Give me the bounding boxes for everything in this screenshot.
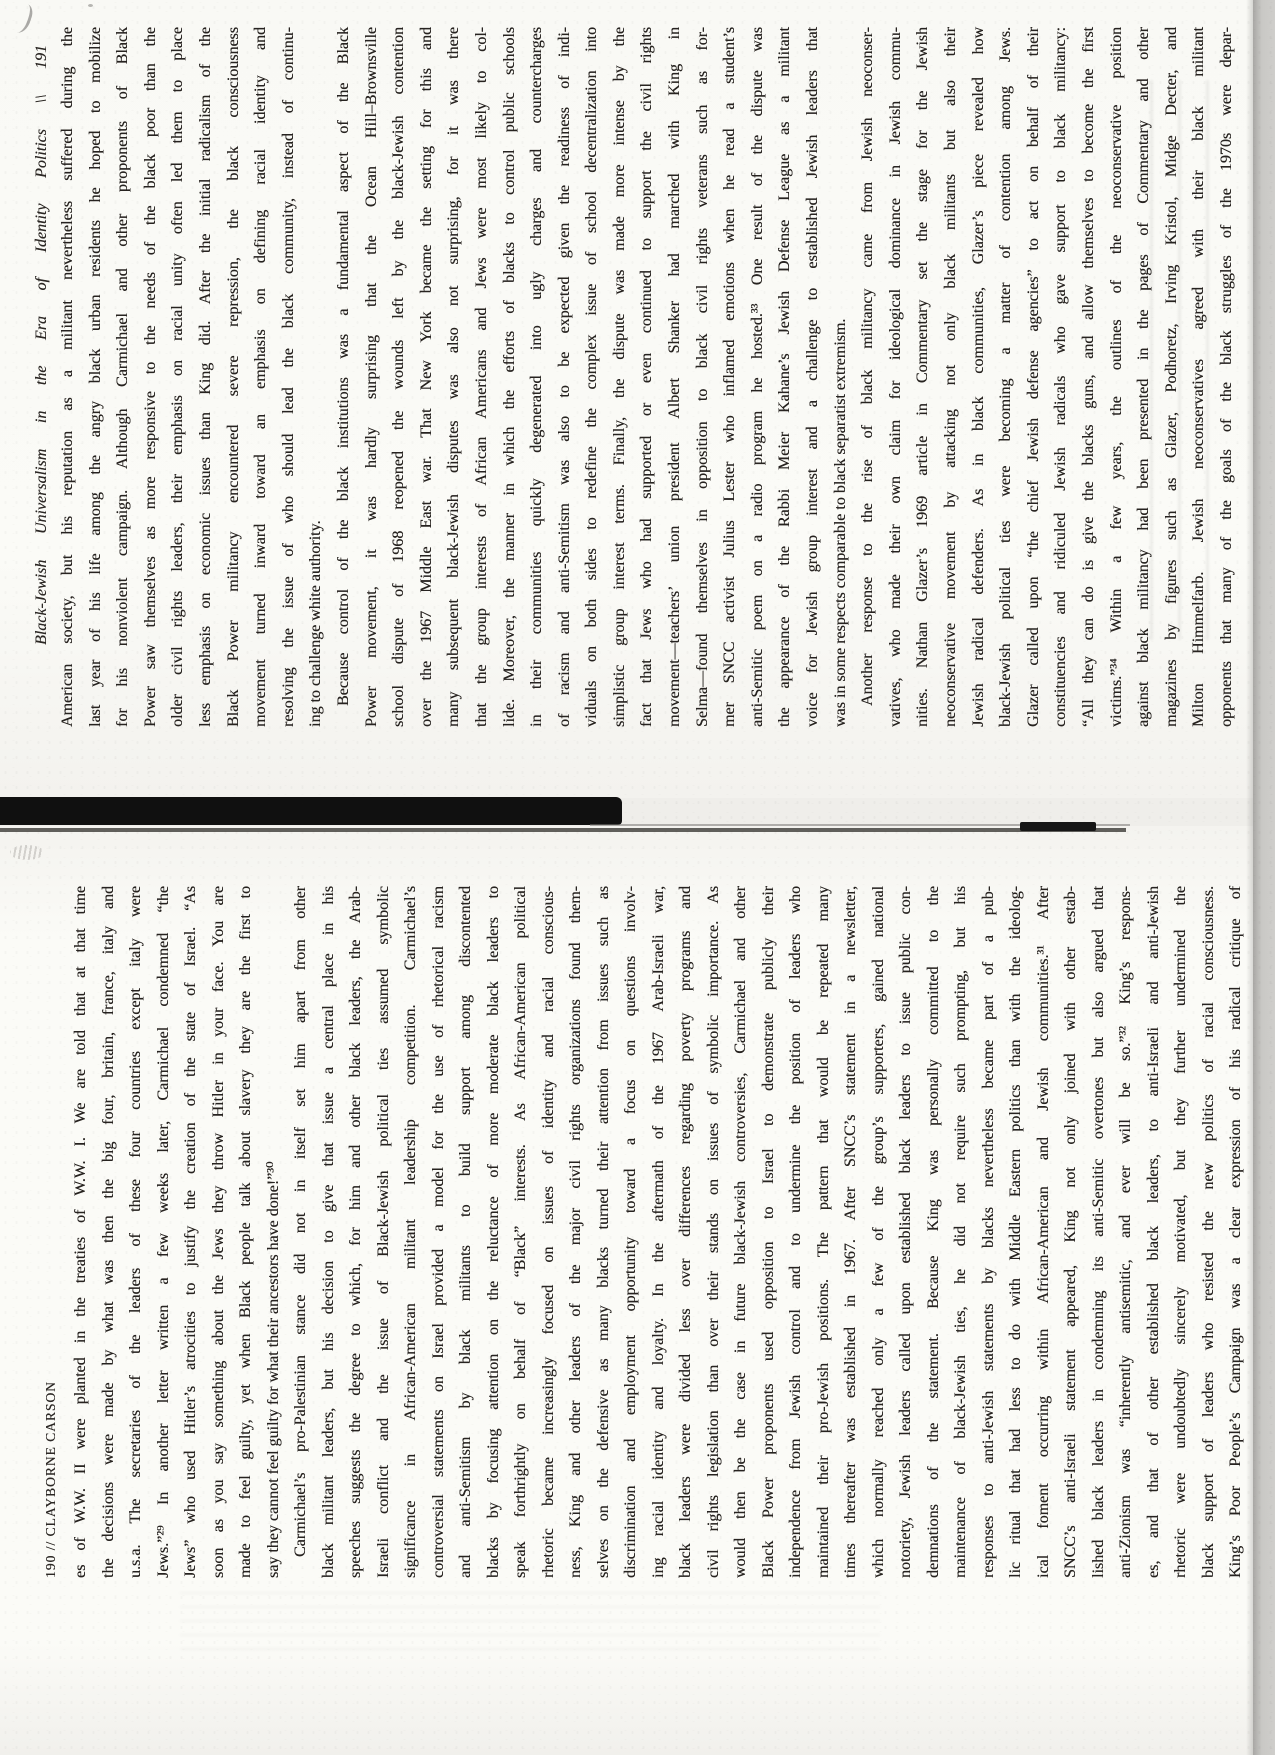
margin-smudge	[10, 845, 44, 860]
page190-body-line-15: and anti-Semitism by black militants to build support among discontented	[457, 886, 474, 1578]
page191-body-line-19: of racism and anti-Semitism was also to be expected given the readiness of indi-	[555, 27, 573, 727]
page190-body-line-18: rhetoric became increasingly focused on issues of identity and racial conscious-	[539, 886, 557, 1578]
page190-body-line-34: responses to anti-Jewish statements by blacks nevertheless became part of a pub-	[979, 886, 997, 1578]
page190-body-line-29: times thereafter was established in 1967. After SNCC’s statement in a newsletter,	[842, 886, 859, 1578]
page191-body-line-12: Power movement, it was hardly surprising that the Ocean Hill–Brownsville	[362, 27, 380, 727]
page191-body-line-7: Black Power militancy encountered severe repression, the black consciousness	[224, 27, 242, 727]
page191-body-line-40: against black militancy had been presented in the pages of Commentary and other	[1135, 27, 1153, 727]
page191-body-line-33: neoconservative movement by attacking not only black militants but also their	[942, 27, 959, 727]
page-190-running-header	[39, 1328, 63, 1578]
page191-body-line-30: Another response to the rise of black militancy came from Jewish neoconser-	[859, 27, 877, 706]
page191-body-line-28: voice for Jewish group interest and a challenge to established Jewish leaders that	[804, 27, 822, 727]
page190-body-line-33: maintenance of black-Jewish ties, he did not require such prompting, but his	[952, 886, 969, 1578]
page191-body-line-16: that the group interests of African Americans and Jews were most likely to col-	[472, 27, 490, 727]
page191-body-line-6: less emphasis on economic issues than King did. After the initial radicalism of the	[196, 27, 214, 727]
page190-body-line-16: blacks by focusing attention on the reluctance of more moderate black leaders to	[484, 886, 502, 1578]
page191-body-line-43: opponents that many of the goals of the black struggles of the 1970s were depar-	[1217, 27, 1235, 727]
page191-body-line-23: movement—teachers’ union president Albert Shanker had marched with King in	[666, 27, 684, 727]
page190-body-line-10: black militant leaders, but his decision to give that issue a central place in his	[319, 886, 337, 1578]
page190-body-line-25: would then be the case in future black-Jewish controversies, Carmichael and other	[732, 886, 749, 1578]
page191-body-line-39: victims.”³⁴ Within a few years, the outlines of the neoconservative position	[1107, 27, 1125, 727]
page190-body-line-24: civil rights legislation than over their stands on issues of symbolic importance. As	[704, 886, 722, 1578]
page190-body-line-12: Israeli conflict and the issue of Black-Jewish political ties assumed symbolic	[374, 886, 392, 1578]
page191-body-line-13: school dispute of 1968 reopened the wounds left by the black-Jewish contention	[390, 27, 408, 727]
page191-body-line-1: American society, but his reputation as a militant nevertheless suffered during the	[59, 27, 76, 727]
scan-gutter-bar	[0, 797, 622, 825]
page190-body-line-1: es of W.W. II were planted in the treaties of W.W. I. We are told that at that time	[72, 886, 89, 1578]
page191-body-line-31: vatives, who made their own claim for ideological dominance in Jewish commu-	[886, 27, 904, 727]
page190-body-line-42: black support of leaders who resisted the new politics of racial consciousness.	[1199, 886, 1217, 1578]
page190-body-line-22: ing racial identity and loyalty. In the aftermath of the 1967 Arab-Israeli war,	[649, 886, 667, 1578]
page191-body-line-22: fact that Jews who had supported or even continued to support the civil rights	[638, 27, 656, 727]
page191-body-line-26: anti-Semitic poem on a radio program he hosted.³³ One result of the dispute was	[748, 27, 766, 727]
page190-body-line-30: which normally reached only a few of the group’s supporters, gained national	[869, 886, 887, 1578]
page190-body-line-8: say they cannot feel guilty for what their ancestors have done!”³⁰	[264, 1161, 282, 1578]
page191-body-line-11: Because control of the black institutions was a fundamental aspect of the Black	[334, 27, 352, 706]
page190-body-line-21: discrimination and employment opportunity toward a focus on questions involv-	[622, 886, 639, 1578]
page190-body-line-13: significance in African-American militant leadership competition. Carmichael’s	[402, 886, 419, 1578]
page191-body-line-2: last year of his life among the angry black urban residents he hoped to mobilize	[86, 27, 104, 727]
page191-body-line-21: simplistic group interest terms. Finally, the dispute was made more intense by the	[610, 27, 628, 727]
scan-gutter-line	[0, 828, 1126, 832]
page191-body-line-35: black-Jewish political ties were becoming a matter of contention among Jews.	[997, 27, 1015, 727]
page190-body-line-31: notoriety, Jewish leaders called upon established black leaders to issue public con-	[897, 886, 914, 1578]
page191-body-line-18: in their communities quickly degenerated into ugly charges and countercharges	[528, 27, 546, 727]
page190-body-line-6: soon as you say something about the Jews they throw Hitler in your face. You are	[209, 886, 227, 1578]
page190-body-line-39: anti-Zionism was “inherently antisemitic, and ever will be so.”³² King’s respons-	[1117, 886, 1134, 1578]
page190-body-line-3: u.s.a. The secretaries of the leaders of these four countries except italy were	[127, 886, 144, 1578]
page191-body-line-15: many subsequent black-Jewish disputes was also not surprising, for it was there	[445, 27, 463, 727]
running-header-text: Black-Jewish Universalism in the Era of Identity Politics \\ 191	[33, 45, 50, 645]
page191-body-line-24: Selma—found themselves in opposition to black civil rights veterans such as for-	[693, 27, 711, 727]
page191-body-line-36: Glazer called upon “the chief Jewish defense agencies” to act on behalf of their	[1024, 27, 1042, 727]
page190-body-line-11: speeches suggests the degree to which, for him and other black leaders, the Arab-	[347, 886, 364, 1578]
page190-body-line-26: Black Power proponents used opposition to Israel to demonstrate publicly their	[759, 886, 777, 1578]
page190-body-line-43: King’s Poor People’s Campaign was a clear expression of his radical critique of	[1227, 886, 1244, 1578]
page191-body-line-8: movement turned inward toward an emphasis on defining racial identity and	[252, 27, 270, 727]
page191-body-line-25: mer SNCC activist Julius Lester who inflamed emotions when he read a student’s	[721, 27, 739, 727]
page190-body-line-9: Carmichael’s pro-Palestinian stance did not in itself set him apart from other	[292, 886, 309, 1557]
page191-body-line-38: “All they can do is give the blacks guns, and allow themselves to become the first	[1079, 27, 1097, 727]
page190-body-line-17: speak forthrightly on behalf of “Black” interests. As African-American political	[512, 886, 529, 1578]
page191-body-line-37: constituencies and ridiculed Jewish radicals who gave support to black militancy:	[1052, 27, 1070, 727]
page190-body-line-14: controversial statements on Israel provided a model for the use of rhetorical racism	[429, 886, 447, 1578]
page191-body-line-14: over the 1967 Middle East war. That New York became the setting for this and	[417, 27, 435, 727]
page190-body-line-41: rhetoric were undoubtedly sincerely motivated, but they further undermined the	[1172, 886, 1189, 1578]
page191-body-line-32: nities. Nathan Glazer’s 1969 article in Commentary set the stage for the Jewish	[914, 27, 932, 727]
page191-body-line-34: Jewish radical defenders. As in black communities, Glazer’s piece revealed how	[969, 27, 987, 727]
running-header-text: 190 // CLAYBORNE CARSON	[43, 1381, 58, 1578]
page190-body-line-20: selves on the defensive as many blacks turned their attention from issues such as	[594, 886, 612, 1578]
page190-body-line-35: lic ritual that had less to do with Middle Eastern politics than with the ideolog-	[1007, 886, 1024, 1578]
page-edge-shadow	[1246, 0, 1253, 1755]
page190-body-line-7: made to feel guilty, yet when Black people talk about slavery they are the first to	[237, 886, 254, 1578]
page191-body-line-42: Milton Himmelfarb. Jewish neoconservatives agreed with their black militant	[1190, 27, 1208, 727]
page190-body-line-38: lished black leaders in condemning its anti-Semitic overtones but also argued that	[1089, 886, 1107, 1578]
page-191-running-header	[30, 45, 54, 645]
page190-body-line-23: black leaders were divided less over differences regarding poverty programs and	[677, 886, 694, 1578]
page190-body-line-5: Jews” who used Hitler’s atrocities to justify the creation of the state of Israel. “As	[182, 886, 199, 1578]
page-191-text-block	[54, 27, 1241, 727]
page191-body-line-10: ing to challenge white authority.	[307, 520, 325, 727]
page191-body-line-4: Power saw themselves as more responsive to the needs of the black poor than the	[141, 27, 159, 727]
page191-body-line-9: resolving the issue of who should lead the black community, instead of continu-	[279, 27, 297, 727]
page191-body-line-29: was in some respects comparable to black separatist extremism.	[831, 318, 849, 727]
scanner-background-strip	[1253, 0, 1275, 1755]
page191-body-line-20: viduals on both sides to redefine the complex issue of school decentralization into	[583, 27, 601, 727]
page191-body-line-27: the appearance of the Rabbi Meier Kahane’s Jewish Defense League as a militant	[776, 27, 794, 727]
page190-body-line-37: SNCC’s anti-Israeli statement appeared, King not only joined with other estab-	[1062, 886, 1079, 1578]
page190-body-line-4: Jews.”²⁹ In another letter written a few weeks later, Carmichael condemned “the	[154, 886, 172, 1578]
page191-body-line-5: older civil rights leaders, their emphasis on racial unity often led them to place	[169, 27, 187, 727]
page190-body-line-36: ical foment occurring within African-American and Jewish communities.³¹ After	[1034, 886, 1052, 1578]
page191-body-line-3: for his nonviolent campaign. Although Carmichael and other proponents of Black	[114, 27, 132, 727]
corner-speck	[88, 4, 93, 7]
page191-body-line-41: magazines by figures such as Glazer, Podhoretz, Irving Kristol, Midge Decter, and	[1162, 27, 1180, 727]
bleed-through-ghost-text	[180, 1590, 880, 1650]
page190-body-line-27: independence from Jewish control and to undermine the position of leaders who	[787, 886, 804, 1578]
scan-gutter-mark	[1020, 822, 1096, 831]
page-190-text-block	[67, 886, 1250, 1578]
page191-body-line-17: lide. Moreover, the manner in which the efforts of blacks to control public schools	[500, 27, 518, 727]
page190-body-line-19: ness, King and other leaders of the major civil rights organizations found them-	[567, 886, 584, 1578]
page190-body-line-40: es, and that of other established black leaders, to anti-Israeli and anti-Jewish	[1144, 886, 1162, 1578]
page190-body-line-28: maintained their pro-Jewish positions. The pattern that would be repeated many	[814, 886, 832, 1578]
page190-body-line-32: demnations of the statement. Because King was personally committed to the	[924, 886, 942, 1578]
page190-body-line-2: the decisions were made by what was then the big four, britain, france, italy and	[99, 886, 117, 1578]
